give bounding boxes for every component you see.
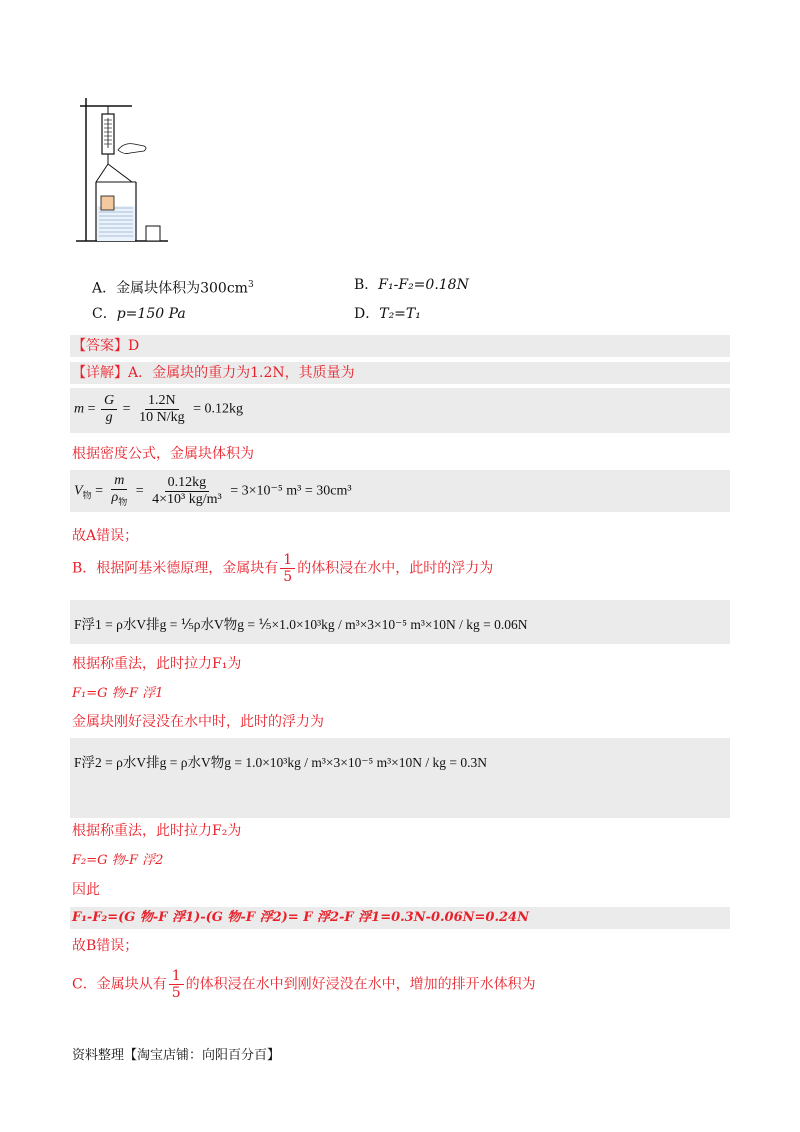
c-line: C．金属块从有 $\frac{1}{5}$ 的体积浸在水中到刚好浸没在水中，增加的排开水体积为 (72, 968, 536, 1001)
equation-buoyancy-1: F浮1 = ρ水V排g = ⅕ρ水V物g = ⅕×1.0×10³kg / m³×3×10⁻⁵ m³×10N / kg = 0.06N (74, 617, 528, 632)
apparatus-diagram (72, 98, 172, 246)
answer-line: 【答案】D (72, 338, 140, 354)
option-b: B．F₁-F₂=0.18N (354, 277, 469, 293)
submerged-line: 金属块刚好浸没在水中时，此时的浮力为 (72, 714, 324, 730)
detail-label: 【详解】 (72, 365, 128, 381)
b-principle-line: B．根据阿基米德原理，金属块有 $\frac{1}{5}$ 的体积浸在水中，此时的浮力为 (72, 552, 494, 585)
f1-equation: F₁=G 物-F 浮1 (72, 686, 164, 701)
option-d: D．T₂=T₁ (354, 306, 421, 322)
a-wrong-line: 故A错误； (72, 528, 139, 544)
equation-volume: $V_物$ = $\frac{m}{\rho_物}$ = $\frac{0.12kg}{\text{4×10³ kg/m³}}$ = 3×10⁻⁵ m³ = 30cm³ (74, 473, 352, 507)
detail-text: A．金属块的重力为1.2N，其质量为 (128, 365, 355, 381)
footer: 资料整理【淘宝店铺：向阳百分百】 (72, 1048, 281, 1063)
detail-line (72, 363, 355, 383)
f2-equation: F₂=G 物-F 浮2 (72, 853, 164, 868)
option-c: C．p=150 Pa (92, 306, 186, 322)
f1-line: 根据称重法，此时拉力F₁为 (72, 656, 242, 672)
equation-buoyancy-2: F浮2 = ρ水V排g = ρ水V物g = 1.0×10³kg / m³×3×10⁻⁵ m³×10N / kg = 0.3N (74, 755, 487, 770)
density-line: 根据密度公式，金属块体积为 (72, 446, 254, 462)
option-a: A．金属块体积为$300cm^3$ (92, 280, 254, 297)
b-wrong-line: 故B错误； (72, 938, 139, 954)
therefore-line: 因此 (72, 882, 100, 898)
equation-mass: m = $\frac{G}{g}$ = $\frac{1.2N}{10 N/kg}$ = 0.12kg (74, 393, 243, 425)
f2-line: 根据称重法，此时拉力F₂为 (72, 823, 242, 839)
difference-equation: F₁-F₂=(G 物-F 浮1)-(G 物-F 浮2)= F 浮2-F 浮1=0.3N-0.06N=0.24N (72, 910, 529, 925)
